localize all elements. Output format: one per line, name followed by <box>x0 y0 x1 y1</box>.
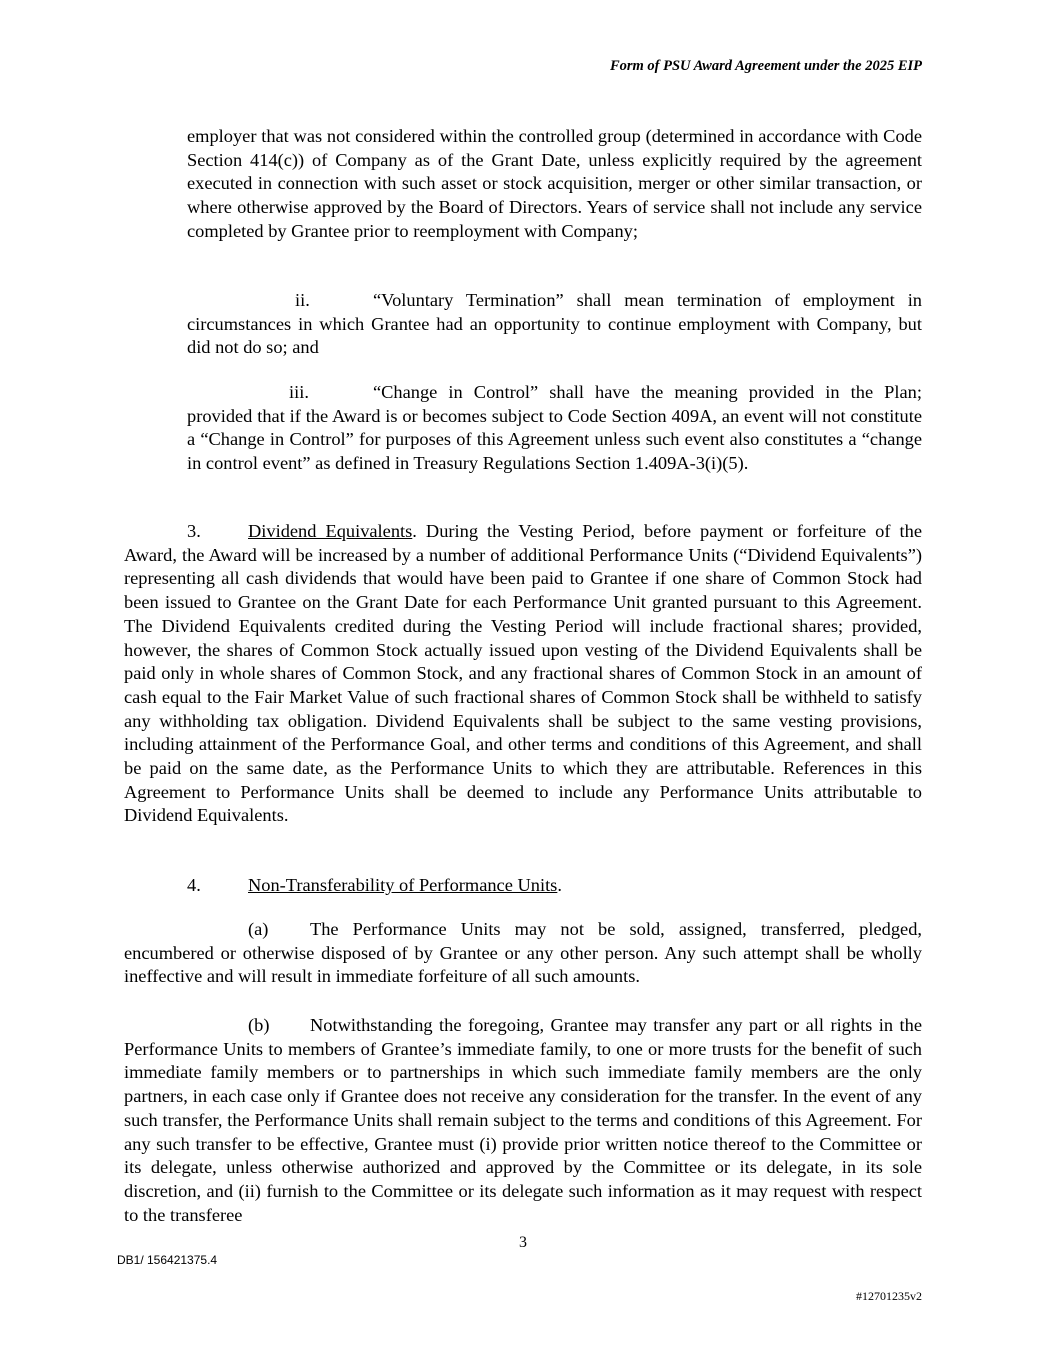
definition-iii-number: iii. <box>289 382 309 402</box>
document-version: #12701235v2 <box>856 1289 922 1303</box>
document-header-title: Form of PSU Award Agreement under the 2025 EIP <box>609 58 922 74</box>
section-4-paragraph <box>124 874 922 898</box>
section-4-number: 4. <box>187 875 201 895</box>
definition-ii-text: “Voluntary Termination” shall mean termination of employment in circumstances in which Grantee had an opportunity to continue employment with Company, but did not do so; and <box>187 290 922 358</box>
page-number: 3 <box>519 1234 527 1251</box>
section-4a-paragraph <box>124 918 922 989</box>
section-4-suffix: . <box>557 875 562 895</box>
section-4b-text: Notwithstanding the foregoing, Grantee may transfer any part or all rights in the Performance Units to members of Grantee’s immediate family, to one or more trusts for the benefit of such immediate family members or to partnerships in which such immediate family members are the only partners, in each case only if Grantee does not receive any consideration for the transfer. In the event of any such transfer, the Performance Units shall remain subject to the terms and conditions of this Agreement. For any such transfer to be effective, Grantee must (i) provide prior written notice thereof to the Committee or its delegate, unless otherwise authorized and approved by the Committee or its delegate, in its sole discretion, and (ii) furnish to the Committee or its delegate such information as it may request with respect to the transferee <box>124 1015 922 1225</box>
section-4a-text: The Performance Units may not be sold, assigned, transferred, pledged, encumbered or otherwise disposed of by Grantee or any other person. Any such attempt shall be wholly ineffective and will result in immediate forfeiture of all such amounts. <box>124 919 922 987</box>
continuation-text: employer that was not considered within the controlled group (determined in accordance with Code Section 414(c)) of Company as of the Grant Date, unless explicitly required by the agreement executed in connection with such asset or stock acquisition, merger or other similar transaction, or where otherwise approved by the Board of Directors. Years of service shall not include any service completed by Grantee prior to reemployment with Company; <box>187 126 922 241</box>
section-3-text: . During the Vesting Period, before payment or forfeiture of the Award, the Award will be increased by a number of additional Performance Units (“Dividend Equivalents”) representing all cash dividends that would have been paid to Grantee if one share of Common Stock had been issued to Grantee on the Grant Date for each Performance Unit granted pursuant to this Agreement. The Dividend Equivalents credited during the Vesting Period will include fractional shares; provided, however, the shares of Common Stock actually issued upon vesting of the Dividend Equivalents shall be paid only in whole shares of Common Stock, and any fractional shares of Common Stock in an amount of cash equal to the Fair Market Value of such fractional shares of Common Stock shall be withheld to satisfy any withholding tax obligation. Dividend Equivalents shall be subject to the same vesting provisions, including attainment of the Performance Goal, and other terms and conditions of this Agreement, and shall be paid on the same date, as the Performance Units to which they are attributable. References in this Agreement to Performance Units shall be deemed to include any Performance Units attributable to Dividend Equivalents. <box>124 521 922 826</box>
document-id: DB1/ 156421375.4 <box>117 1253 218 1267</box>
definition-ii-paragraph <box>187 289 922 360</box>
section-4a-number: (a) <box>248 919 269 939</box>
section-4b-number: (b) <box>248 1015 270 1035</box>
section-3-number: 3. <box>187 521 201 541</box>
section-4-heading: Non-Transferability of Performance Units <box>248 875 558 895</box>
section-4b-paragraph <box>124 1014 922 1227</box>
section-3-paragraph <box>124 520 922 828</box>
definition-iii-text: “Change in Control” shall have the meaning provided in the Plan; provided that if the Award is or becomes subject to Code Section 409A, an event will not constitute a “Change in Control” for purposes of this Agreement unless such event also constitutes a “change in control event” as defined in Treasury Regulations Section 1.409A-3(i)(5). <box>187 382 922 474</box>
section-3-heading: Dividend Equivalents <box>248 521 413 541</box>
continuation-paragraph <box>187 125 922 244</box>
definition-iii-paragraph <box>187 381 922 476</box>
definition-ii-number: ii. <box>295 290 310 310</box>
